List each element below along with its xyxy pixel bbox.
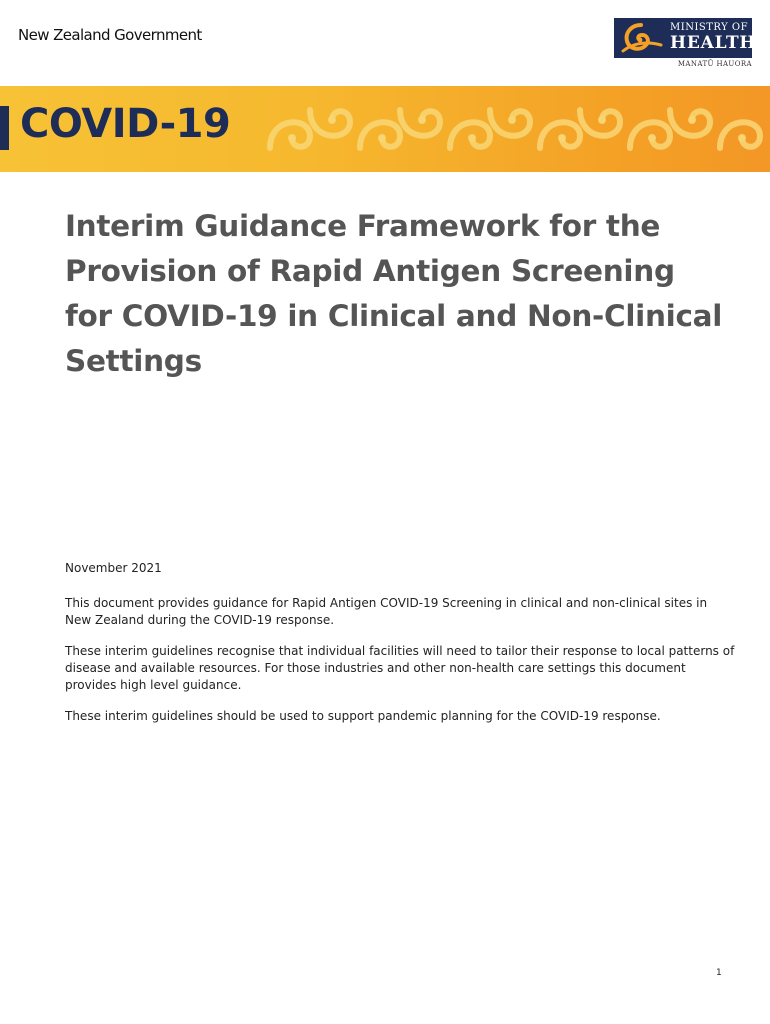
manatu-hauora-text: MANATŪ HAUORA [677,60,752,68]
nz-government-logo-text: New Zealand Government [18,26,202,44]
paragraph-3: These interim guidelines should be used to support pandemic planning for the COVID-19 response. [65,709,661,723]
document-body [65,560,735,739]
paragraph-1: This document provides guidance for Rapid Antigen COVID-19 Screening in clinical and non-clinical sites in New Zealand during the COVID-19 response. [65,596,708,627]
page-number: 1 [716,968,722,978]
ministry-logo-box [614,18,757,58]
document-date: November 2021 [65,561,162,575]
nz-government-logo [18,26,202,44]
banner-title: COVID-19 [20,101,231,147]
health-text: HEALTH [670,33,757,53]
paragraph-2: These interim guidelines recognise that individual facilities will need to tailor their response to local patterns of disease and available resources. For those industries and other non-health care settings this document provides high level guidance. [65,644,735,692]
ministry-of-text: MINISTRY OF [670,22,749,33]
document-title: Interim Guidance Framework for the Provision of Rapid Antigen Screening for COVID-19 in Clinical and Non-Clinical Settings [65,209,723,378]
banner-accent-bar [0,106,9,150]
ministry-of-health-logo [614,18,757,68]
covid-banner [0,86,770,172]
kowhaiwhai-pattern [260,86,770,172]
koru-icon [617,21,665,55]
